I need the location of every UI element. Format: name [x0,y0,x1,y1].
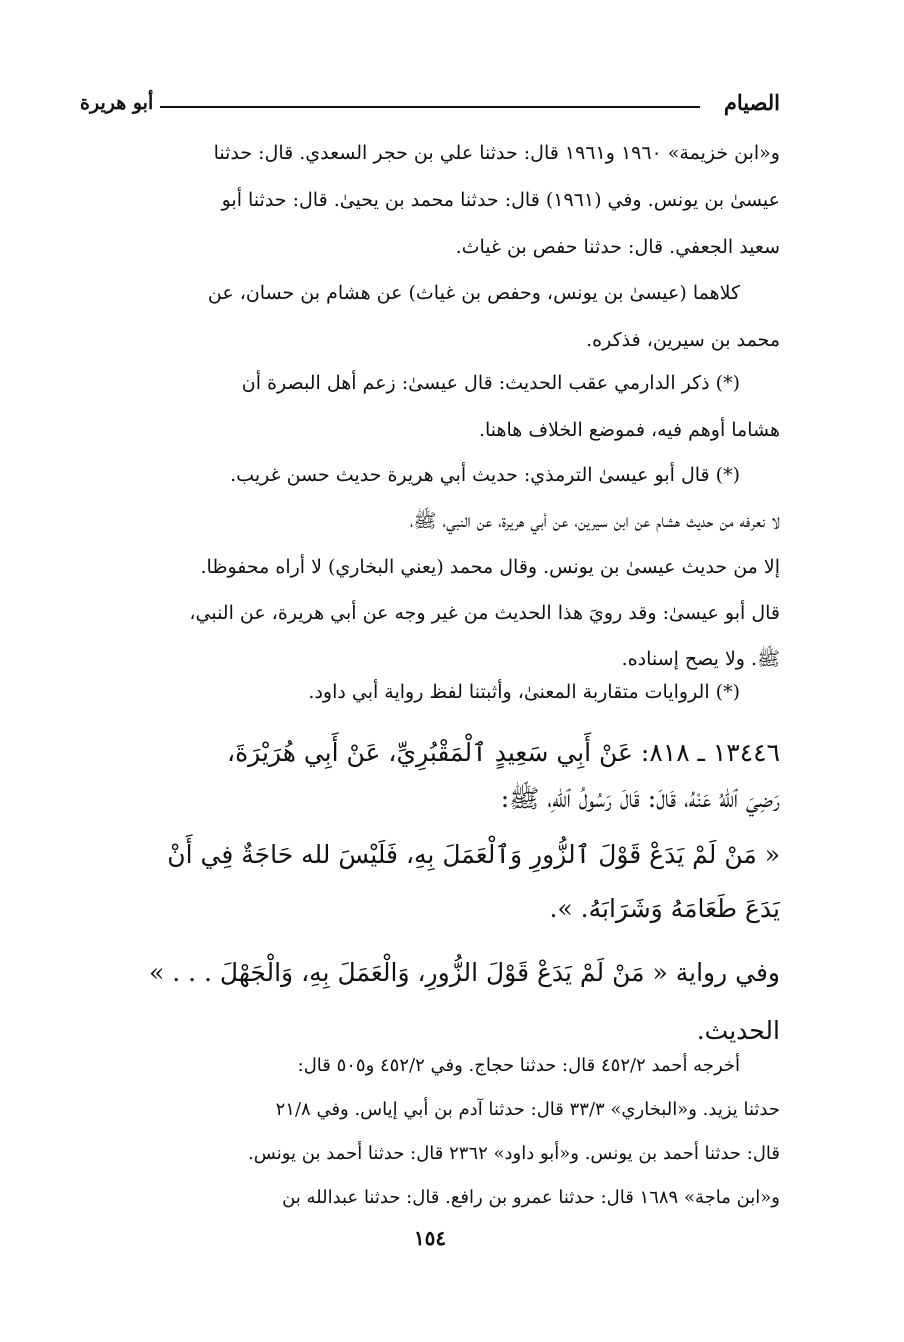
footnote-line: حدثنا يزيد. و«البخاري» ٣٣/٣ قال: حدثنا آدم بن أبي إياس. وفي ٢١/٨ [275,1099,780,1120]
hadith-line: ١٣٤٤٦ ـ ٨١٨: عَنْ أَبِي سَعِيدٍ ٱلْمَقْبُرِيِّ، عَنْ أَبِي هُرَيْرَةَ، [227,738,780,767]
text-line: قال أبو عيسىٰ: وقد رويَ هذا الحديث من غير وجه عن أبي هريرة، عن النبي، [189,602,780,624]
hadith-line: رَضِيَ ٱللهُ عَنْهُ، قَالَ: قَالَ رَسُولُ ٱللهِ، ﷺ: [500,784,780,813]
paragraph-ibn-khuzaymah [80,130,780,271]
section-title: أبو هريرة [80,92,154,114]
running-header [80,88,780,118]
header-rule [160,106,700,108]
footnote-line: أخرجه أحمد ٤٥٢/٢ قال: حدثنا حجاج. وفي ٤٥٢/٢ و٥٠٥ قال: [297,1055,740,1076]
text-line: (*) ذكر الدارمي عقب الحديث: قال عيسىٰ: زعم أهل البصرة أن [241,372,740,394]
text-line: (*) قال أبو عيسىٰ الترمذي: حديث أبي هريرة حديث حسن غريب. [230,464,740,486]
footnote-line: و«ابن ماجة» ١٦٨٩ قال: حدثنا عمرو بن رافع. قال: حدثنا عبدالله بن [282,1187,780,1208]
text-line: و«ابن خزيمة» ١٩٦٠ و١٩٦١ قال: حدثنا علي بن حجر السعدي. قال: حدثنا [213,142,780,164]
hadith-variant [80,944,780,1060]
text-line: سعيد الجعفي. قال: حدثنا حفص بن غياث. [455,236,780,258]
page-number: ١٥٤ [413,1226,447,1250]
hadith-quote [80,828,780,936]
footnote-divider [80,1034,780,1035]
footnote-line: قال: حدثنا أحمد بن يونس. و«أبو داود» ٢٣٦٢ قال: حدثنا أحمد بن يونس. [248,1143,780,1164]
text-line: إلا من حديث عيسىٰ بن يونس. وقال محمد (يعني البخاري) لا أراه محفوظا. [200,556,780,578]
hadith-line: « مَنْ لَمْ يَدَعْ قَوْلَ ٱلزُّورِ وَٱلْعَمَلَ بِهِ، فَلَيْسَ لله حَاجَةٌ فِي أَنْ [167,840,780,869]
hadith-line: وفي رواية « مَنْ لَمْ يَدَعْ قَوْلَ الزُّورِ، وَالْعَمَلَ بِهِ، وَالْجَهْلَ . . . » [148,958,780,987]
text-line: لا نعرفه من حديث هشام عن ابن سيرين، عن أبي هريرة، عن النبي، ﷺ، [409,510,780,532]
paragraph-tirmidhi-note [80,452,780,682]
footnotes [80,1044,780,1220]
book-page [80,0,780,1342]
text-line: ﷺ. ولا يصح إسناده. [621,648,780,670]
text-line: عيسىٰ بن يونس. وفي (١٩٦١) قال: حدثنا محمد بن يحيىٰ. قال: حدثنا أبو [221,189,780,211]
text-line: (*) الروايات متقاربة المعنىٰ، وأثبتنا لفظ رواية أبي داود. [308,681,740,703]
paragraph-both-narrators [80,270,780,364]
text-line: محمد بن سيرين، فذكره. [586,329,780,351]
hadith-line: يَدَعَ طَعَامَهُ وَشَرَابَهُ. ». [549,894,780,923]
paragraph-darimi-note [80,360,780,454]
text-line: هشاما أوهم فيه، فموضع الخلاف هاهنا. [478,419,780,441]
chapter-title: الصيام [723,90,780,115]
paragraph-narrations-note [80,677,780,707]
hadith-heading [80,730,780,822]
hadith-line: الحديث. [696,1016,780,1045]
text-line: كلاهما (عيسىٰ بن يونس، وحفص بن غياث) عن هشام بن حسان، عن [207,282,740,304]
